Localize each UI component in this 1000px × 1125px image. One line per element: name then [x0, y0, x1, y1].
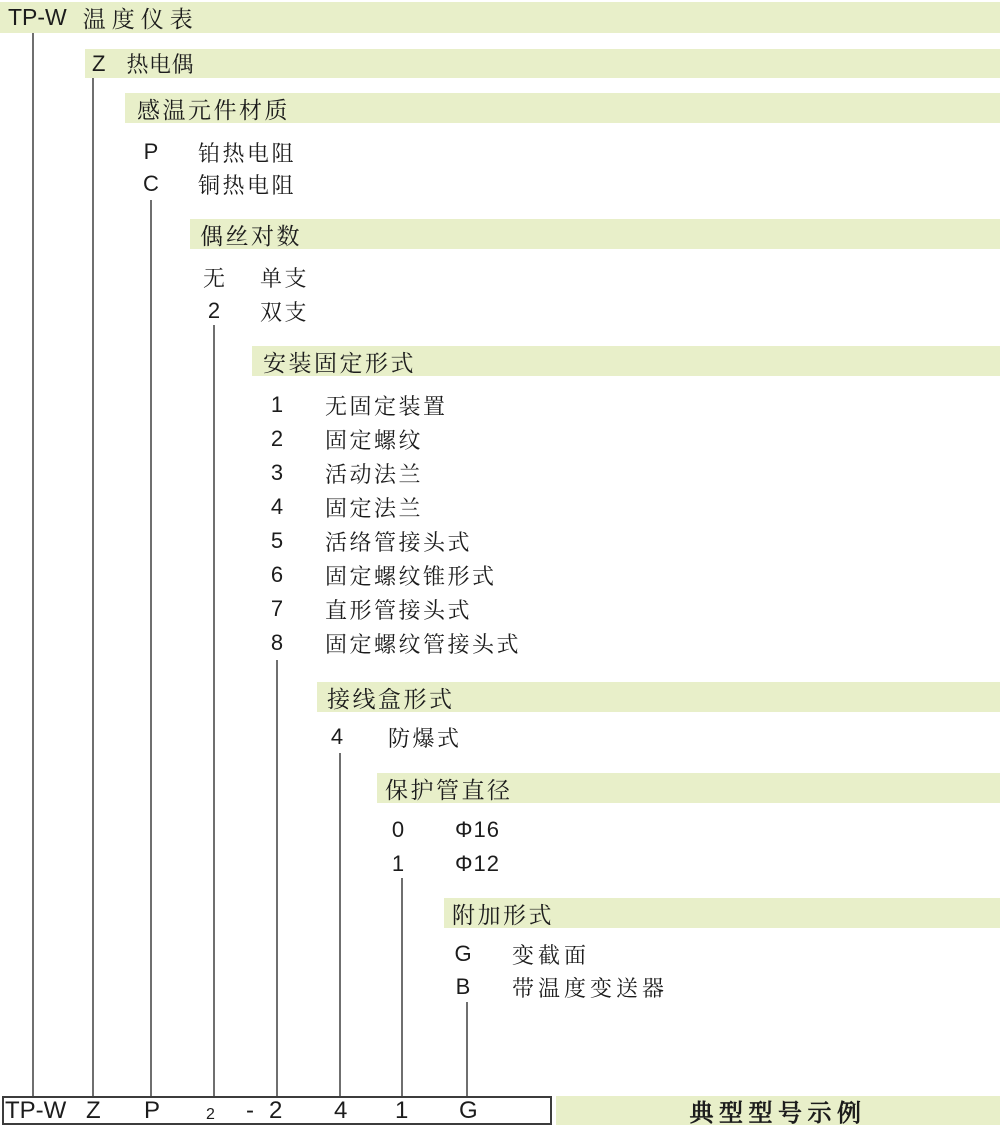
option-row-double — [199, 298, 309, 324]
option-code: 6 — [270, 562, 284, 587]
example-model-box — [2, 1096, 552, 1125]
section-label-thermocouple: 热电偶 — [126, 52, 194, 77]
example-code-p: P — [144, 1096, 161, 1124]
option-row-single — [199, 264, 309, 290]
example-code-z: Z — [86, 1096, 101, 1124]
connector-line-junction-box — [339, 753, 341, 1096]
option-code: 1 — [391, 851, 405, 876]
option-label: 固定螺纹 — [325, 427, 424, 453]
option-row-mount-2 — [262, 426, 423, 452]
option-label: 变截面 — [512, 942, 591, 968]
option-label: Φ16 — [455, 817, 501, 842]
option-code: 4 — [270, 494, 284, 519]
option-label: 无固定装置 — [325, 393, 448, 419]
band-wire-pairs — [190, 219, 1000, 249]
example-code-subscript-2: 2 — [206, 1106, 215, 1123]
band-root-model — [0, 2, 1000, 33]
option-label: Φ12 — [455, 851, 501, 876]
option-row-mount-6 — [262, 562, 497, 588]
band-junction-box-type — [317, 682, 1000, 712]
option-code: 7 — [270, 596, 284, 621]
option-label: 铂热电阻 — [198, 140, 297, 166]
option-code: 5 — [270, 528, 284, 553]
option-code: G — [454, 941, 472, 966]
option-code: 2 — [207, 298, 221, 323]
option-row-mount-1 — [262, 392, 448, 418]
connector-line-material — [150, 200, 152, 1096]
option-code: B — [455, 974, 471, 999]
connector-line-wire-pairs — [213, 325, 215, 1096]
section-title-mounting: 安装固定形式 — [263, 349, 416, 376]
option-row-variable-section — [448, 941, 590, 967]
option-row-phi12 — [383, 851, 500, 877]
option-label: 活络管接头式 — [325, 529, 473, 555]
option-label: 带温度变送器 — [512, 975, 669, 1001]
section-title-material: 感温元件材质 — [137, 96, 290, 123]
option-label: 直形管接头式 — [325, 597, 473, 623]
band-thermocouple — [85, 49, 1000, 78]
option-row-mount-8 — [262, 630, 521, 656]
connector-line-thermocouple — [92, 78, 94, 1096]
example-code-1: 1 — [395, 1096, 409, 1124]
example-caption: 典型型号示例 — [689, 1100, 867, 1125]
example-code-prefix: TP-W — [5, 1096, 67, 1124]
option-code: 2 — [270, 426, 284, 451]
option-row-mount-5 — [262, 528, 472, 554]
option-row-phi16 — [383, 817, 500, 843]
option-code: 0 — [391, 817, 405, 842]
band-mounting-type — [252, 346, 1000, 376]
band-protection-tube-diameter — [377, 773, 1000, 803]
option-code: 8 — [270, 630, 284, 655]
option-label: 固定法兰 — [325, 495, 424, 521]
option-row-copper — [136, 171, 296, 197]
option-row-with-transmitter — [448, 974, 668, 1000]
example-code-dash: - — [246, 1096, 254, 1124]
example-code-2: 2 — [269, 1096, 283, 1124]
option-label: 固定螺纹锥形式 — [325, 563, 497, 589]
section-title-tube-diameter: 保护管直径 — [385, 776, 513, 803]
option-code: C — [143, 171, 159, 196]
option-label: 铜热电阻 — [198, 172, 297, 198]
section-title-junction-box: 接线盒形式 — [327, 685, 455, 712]
section-code-z: Z — [92, 50, 106, 76]
connector-line-additional — [466, 1002, 468, 1096]
root-label: 温度仪表 — [82, 6, 199, 32]
option-row-platinum — [136, 139, 296, 165]
option-label: 活动法兰 — [325, 461, 424, 487]
option-row-mount-3 — [262, 460, 423, 486]
option-row-mount-7 — [262, 596, 472, 622]
option-label: 单支 — [260, 265, 310, 291]
root-code: TP-W — [8, 4, 67, 30]
connector-line-mounting — [276, 660, 278, 1096]
option-code: P — [143, 139, 159, 164]
option-code: 无 — [202, 265, 225, 291]
option-code: 1 — [270, 392, 284, 417]
example-caption-band — [556, 1096, 1000, 1125]
option-row-explosion-proof — [322, 724, 462, 750]
example-code-4: 4 — [334, 1096, 348, 1124]
section-title-additional: 附加形式 — [452, 901, 554, 928]
connector-line-root — [32, 33, 34, 1096]
section-title-wire-pairs: 偶丝对数 — [200, 222, 302, 249]
option-code: 4 — [330, 724, 344, 749]
band-additional-type — [444, 898, 1000, 928]
band-sensing-element-material — [125, 93, 1000, 123]
option-label: 双支 — [260, 299, 310, 325]
option-row-mount-4 — [262, 494, 423, 520]
example-code-g: G — [459, 1096, 478, 1124]
option-label: 固定螺纹管接头式 — [325, 631, 522, 657]
connector-line-tube-diameter — [401, 878, 403, 1096]
option-label: 防爆式 — [388, 725, 462, 751]
option-code: 3 — [270, 460, 284, 485]
